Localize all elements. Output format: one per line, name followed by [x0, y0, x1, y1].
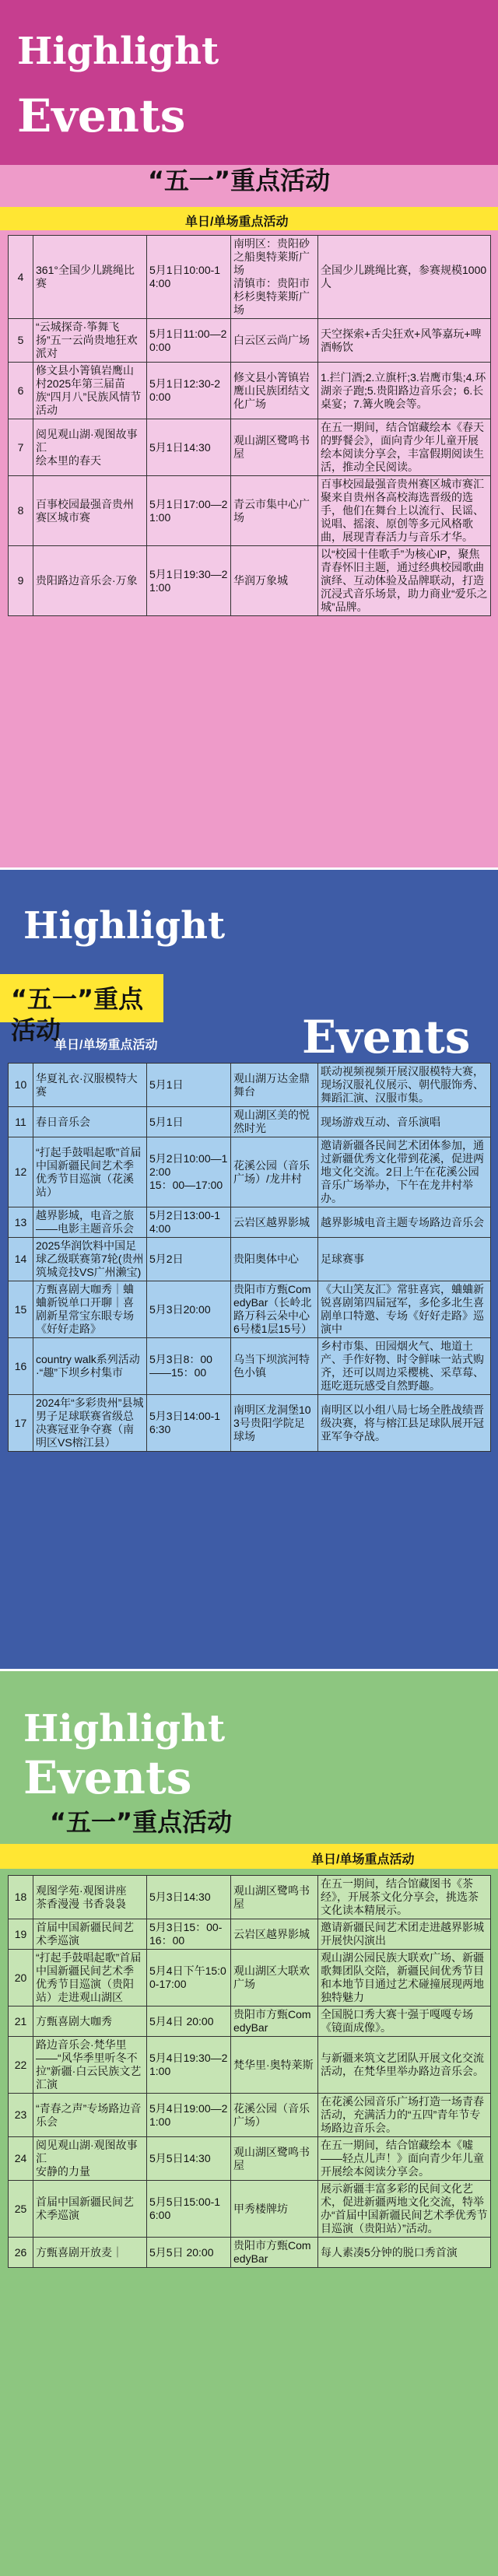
cell-name: “打起手鼓唱起歌”首届中国新疆民间艺术季优秀节目巡演（花溪站）	[33, 1137, 147, 1207]
events-table	[8, 1063, 491, 1452]
cell-no: 21	[9, 2006, 33, 2037]
cell-venue: 云岩区越界影城	[231, 1207, 318, 1238]
cell-venue: 观山湖万达金鼎舞台	[231, 1064, 318, 1107]
cell-content: 展示新疆丰富多彩的民间文化艺术，促进新疆两地文化交流，特举办“首届中国新疆民间艺术季优秀节目巡演（贵阳站）”活动。	[318, 2181, 491, 2238]
cell-time: 5月4日19:30—21:00	[147, 2037, 231, 2094]
cell-no: 23	[9, 2094, 33, 2137]
cell-no: 4	[9, 236, 33, 319]
cell-no: 6	[9, 363, 33, 419]
cell-content: 全国脱口秀大赛十强于嘎嘎专场《镜面成像》。	[318, 2006, 491, 2037]
cell-no: 17	[9, 1395, 33, 1452]
highlight-heading: Highlight	[23, 904, 226, 948]
table-row	[9, 2137, 491, 2181]
cell-no: 11	[9, 1107, 33, 1137]
subtitle: 单日/单场重点活动	[311, 1853, 415, 1866]
cell-content: 在五一期间，结合馆藏绘本《嘘——轻点儿声！》面向青少年儿童开展绘本阅读分享会。	[318, 2137, 491, 2181]
table-row	[9, 1064, 491, 1107]
cell-time: 5月1日	[147, 1107, 231, 1137]
cell-no: 9	[9, 546, 33, 616]
table-row	[9, 363, 491, 419]
table-row	[9, 1281, 491, 1338]
cell-no: 16	[9, 1338, 33, 1395]
cell-name: 方甄喜剧大咖秀	[33, 2006, 147, 2037]
cell-no: 15	[9, 1281, 33, 1338]
cell-name: “青春之声”专场路边音乐会	[33, 2094, 147, 2137]
cell-no: 18	[9, 1876, 33, 1919]
table-row	[9, 1876, 491, 1919]
events-panel-1	[0, 0, 498, 867]
cell-time: 5月1日	[147, 1064, 231, 1107]
table-row	[9, 1207, 491, 1238]
cell-name: 百事校园最强音贵州赛区城市赛	[33, 476, 147, 546]
cell-venue: 贵阳市方甄ComedyBar	[231, 2238, 318, 2268]
hero-banner	[0, 0, 498, 165]
cell-venue: 乌当下坝滨河特色小镇	[231, 1338, 318, 1395]
cell-content: 与新疆来筑文艺团队开展文化交流活动，在梵华里举办路边音乐会。	[318, 2037, 491, 2094]
cell-content: 现场游戏互动、音乐演唱	[318, 1107, 491, 1137]
cell-time: 5月1日14:30	[147, 419, 231, 476]
cell-time: 5月2日10:00—12:00 15：00—17:00	[147, 1137, 231, 1207]
subtitle-bar	[0, 1844, 498, 1869]
cell-content: 在五一期间，结合馆藏图书《茶经》，开展茶文化分享会，挑选茶文化读本精展示。	[318, 1876, 491, 1919]
cell-content: 在花溪公园音乐广场打造一场青春活动，充满活力的“五四”青年节专场路边音乐会。	[318, 2094, 491, 2137]
cell-time: 5月1日11:00—20:00	[147, 319, 231, 363]
cell-name: 方甄喜剧开放麦｜	[33, 2238, 147, 2268]
cell-venue: 观山湖区美的悦然时光	[231, 1107, 318, 1137]
cell-no: 19	[9, 1919, 33, 1950]
table-row	[9, 1137, 491, 1207]
events-panel-2	[0, 870, 498, 1669]
cell-venue: 云岩区越界影城	[231, 1919, 318, 1950]
table-row	[9, 236, 491, 319]
table-row	[9, 419, 491, 476]
cell-venue: 贵阳奥体中心	[231, 1238, 318, 1281]
cell-venue: 白云区云尚广场	[231, 319, 318, 363]
cell-content: 百事校园最强音贵州赛区城市赛汇聚来自贵州各高校海选晋级的选手，他们在舞台上以流行、民谣、说唱、摇滚、原创等多元风格歌曲，展现青春活力与音乐才华。	[318, 476, 491, 546]
table-row	[9, 1107, 491, 1137]
cell-venue: 花溪公园（音乐广场）	[231, 2094, 318, 2137]
cell-name: “云城探奇·筝舞飞扬”五一云尚贵地狂欢派对	[33, 319, 147, 363]
cell-name: 2024年“多彩贵州”县城男子足球联赛省级总决赛冠亚争夺赛（南明区VS榕江县）	[33, 1395, 147, 1452]
cell-no: 22	[9, 2037, 33, 2094]
cell-venue: 修文县小箐镇岩鹰山民族团结文化广场	[231, 363, 318, 419]
cell-name: 首届中国新疆民间艺术季巡演	[33, 1919, 147, 1950]
cell-no: 25	[9, 2181, 33, 2238]
cell-name: 361°全国少儿跳绳比赛	[33, 236, 147, 319]
cell-name: 华夏礼衣·汉服模特大赛	[33, 1064, 147, 1107]
highlight-heading: Highlight	[23, 1707, 226, 1751]
cell-time: 5月4日 20:00	[147, 2006, 231, 2037]
cell-name: 阅见观山湖·观图故事汇 绘本里的春天	[33, 419, 147, 476]
cell-time: 5月1日19:30—21:00	[147, 546, 231, 616]
cell-content: 天空探索+舌尖狂欢+风筝嘉玩+啤酒畅饮	[318, 319, 491, 363]
table-row	[9, 546, 491, 616]
subtitle-bar	[0, 207, 498, 230]
table-row	[9, 319, 491, 363]
cell-time: 5月5日 20:00	[147, 2238, 231, 2268]
table-row	[9, 2094, 491, 2137]
cell-name: 方甄喜剧大咖秀｜蛐蛐新锐单口开聊｜喜剧新星常宝东眼专场《好好走路》	[33, 1281, 147, 1338]
cell-venue: 甲秀楼牌坊	[231, 2181, 318, 2238]
cell-time: 5月3日8：00——15：00	[147, 1338, 231, 1395]
cell-venue: 观山湖区鹭鸣书屋	[231, 1876, 318, 1919]
cell-time: 5月3日15：00-16：00	[147, 1919, 231, 1950]
cell-name: 春日音乐会	[33, 1107, 147, 1137]
cell-time: 5月2日13:00-14:00	[147, 1207, 231, 1238]
table-row	[9, 1395, 491, 1452]
cell-venue: 贵阳市方甄ComedyBar（长岭北路万科云朵中心6号楼1层15号）	[231, 1281, 318, 1338]
table-row	[9, 2238, 491, 2268]
cell-no: 20	[9, 1950, 33, 2006]
cell-time: 5月2日	[147, 1238, 231, 1281]
cell-content: 邀请新疆民间艺术团走进越界影城开展快闪演出	[318, 1919, 491, 1950]
cell-content: 南明区以小组八局七场全胜战绩晋级决赛，将与榕江县足球队展开冠亚军争夺战。	[318, 1395, 491, 1452]
cell-venue: 贵阳市方甄ComedyBar	[231, 2006, 318, 2037]
cell-time: 5月4日下午15:00-17:00	[147, 1950, 231, 2006]
cell-content: 乡村市集、田园烟火气、地道土产、手作好物、时令鲜味一站式购齐，还可以周边采樱桃、采草莓、逛吃逛玩感受自然野趣。	[318, 1338, 491, 1395]
table-row	[9, 1338, 491, 1395]
cell-no: 26	[9, 2238, 33, 2268]
table-row	[9, 1950, 491, 2006]
cell-venue: 梵华里·奥特莱斯	[231, 2037, 318, 2094]
cell-name: 越界影城，电音之旅——电影主题音乐会	[33, 1207, 147, 1238]
cell-content: 邀请新疆各民间艺术团体参加，通过新疆优秀文化带到花溪，促进两地文化交流。2日上午在花溪公园音乐广场举办，下午在龙井村举办。	[318, 1137, 491, 1207]
subtitle: 单日/单场重点活动	[185, 216, 289, 229]
cell-content: 联动视频视频开展汉服模特大赛，现场汉服礼仪展示、朝代服饰秀、舞蹈汇演、汉服市集。	[318, 1064, 491, 1107]
cell-name: 贵阳路边音乐会·万象	[33, 546, 147, 616]
cell-content: 足球赛事	[318, 1238, 491, 1281]
cell-no: 7	[9, 419, 33, 476]
cell-no: 24	[9, 2137, 33, 2181]
cell-content: 以“校园十佳歌手”为核心IP，聚焦青春怀旧主题，通过经典校园歌曲演绎、互动体验及品牌联动，打造沉浸式音乐场景，助力商业“爱乐之城”品牌。	[318, 546, 491, 616]
cell-name: 路边音乐会·梵华里——“风华季里听冬不拉”新疆·白云民族文艺汇演	[33, 2037, 147, 2094]
cell-time: 5月5日15:00-16:00	[147, 2181, 231, 2238]
cell-venue: 青云市集中心广场	[231, 476, 318, 546]
events-heading: Events	[23, 1751, 192, 1804]
cell-time: 5月4日19:00—21:00	[147, 2094, 231, 2137]
table-row	[9, 2181, 491, 2238]
cell-no: 8	[9, 476, 33, 546]
section-title: “五一”重点活动	[50, 1807, 233, 1837]
cell-time: 5月5日14:30	[147, 2137, 231, 2181]
cell-no: 14	[9, 1238, 33, 1281]
events-panel-3	[0, 1671, 498, 2576]
cell-content: 《大山笑友汇》常驻喜宾，蛐蛐新锐喜剧第四届冠军，多伦多北生喜剧单口特邀、专场《好好走路》巡演中	[318, 1281, 491, 1338]
cell-venue: 南明区：贵阳砂之船奥特莱斯广场 清镇市：贵阳市杉杉奥特莱斯广场	[231, 236, 318, 319]
cell-venue: 观山湖区鹭鸣书屋	[231, 419, 318, 476]
cell-venue: 花溪公园（音乐广场）/龙井村	[231, 1137, 318, 1207]
table-row	[9, 1919, 491, 1950]
table-row	[9, 476, 491, 546]
cell-name: 首届中国新疆民间艺术季巡演	[33, 2181, 147, 2238]
cell-venue: 观山湖区大联欢广场	[231, 1950, 318, 2006]
subtitle: 单日/单场重点活动	[54, 1039, 158, 1052]
cell-time: 5月1日10:00-14:00	[147, 236, 231, 319]
table-row	[9, 2037, 491, 2094]
events-table	[8, 235, 491, 616]
cell-time: 5月1日17:00—21:00	[147, 476, 231, 546]
cell-time: 5月1日12:30-20:00	[147, 363, 231, 419]
cell-no: 13	[9, 1207, 33, 1238]
cell-content: 1.拦门酒;2.立旗杆;3.岩鹰市集;4.环湖亲子跑;5.贵阳路边音乐会；6.长桌宴；7.篝火晚会等。	[318, 363, 491, 419]
events-table	[8, 1875, 491, 2268]
cell-name: “打起手鼓唱起歌”首届中国新疆民间艺术季优秀节目巡演（贵阳站）走进观山湖区	[33, 1950, 147, 2006]
cell-name: country walk系列活动·“趣”下坝乡村集市	[33, 1338, 147, 1395]
table-row	[9, 1238, 491, 1281]
cell-name: 2025华润饮料中国足球乙级联赛第7轮(贵州筑城竞技VS广州濑宝)	[33, 1238, 147, 1281]
section-title: “五一”重点活动	[148, 166, 331, 195]
title-bar	[0, 974, 163, 1045]
events-heading: Events	[302, 1011, 471, 1064]
cell-content: 在五一期间，结合馆藏绘本《春天的野餐会》，面向青少年儿童开展绘本阅读分享会，丰富假期阅读生活，推动全民阅读。	[318, 419, 491, 476]
cell-venue: 南明区龙洞堡103号贵阳学院足球场	[231, 1395, 318, 1452]
cell-time: 5月3日14:00-16:30	[147, 1395, 231, 1452]
cell-name: 修文县小箐镇岩鹰山村2025年第三届苗族“四月八”民族风情节活动	[33, 363, 147, 419]
cell-content: 全国少儿跳绳比赛，参赛规模1000人	[318, 236, 491, 319]
table-row	[9, 2006, 491, 2037]
cell-venue: 观山湖区鹭鸣书屋	[231, 2137, 318, 2181]
cell-time: 5月3日20:00	[147, 1281, 231, 1338]
cell-no: 12	[9, 1137, 33, 1207]
cell-name: 观图学苑·观图讲座 茶香漫漫 书香袅袅	[33, 1876, 147, 1919]
highlight-heading: Highlight	[17, 30, 219, 73]
section-title: “五一”重点活动	[11, 984, 144, 1045]
cell-no: 10	[9, 1064, 33, 1107]
cell-venue: 华润万象城	[231, 546, 318, 616]
cell-name: 阅见观山湖·观图故事汇 安静的力量	[33, 2137, 147, 2181]
events-heading: Events	[17, 89, 186, 142]
cell-content: 越界影城电音主题专场路边音乐会	[318, 1207, 491, 1238]
cell-time: 5月3日14:30	[147, 1876, 231, 1919]
cell-content: 每人素凑5分钟的脱口秀首演	[318, 2238, 491, 2268]
cell-no: 5	[9, 319, 33, 363]
cell-content: 观山湖公园民族大联欢广场、新疆歌舞团队交陪，新疆民间优秀节目和本地节目通过艺术碰撞展现两地独特魅力	[318, 1950, 491, 2006]
